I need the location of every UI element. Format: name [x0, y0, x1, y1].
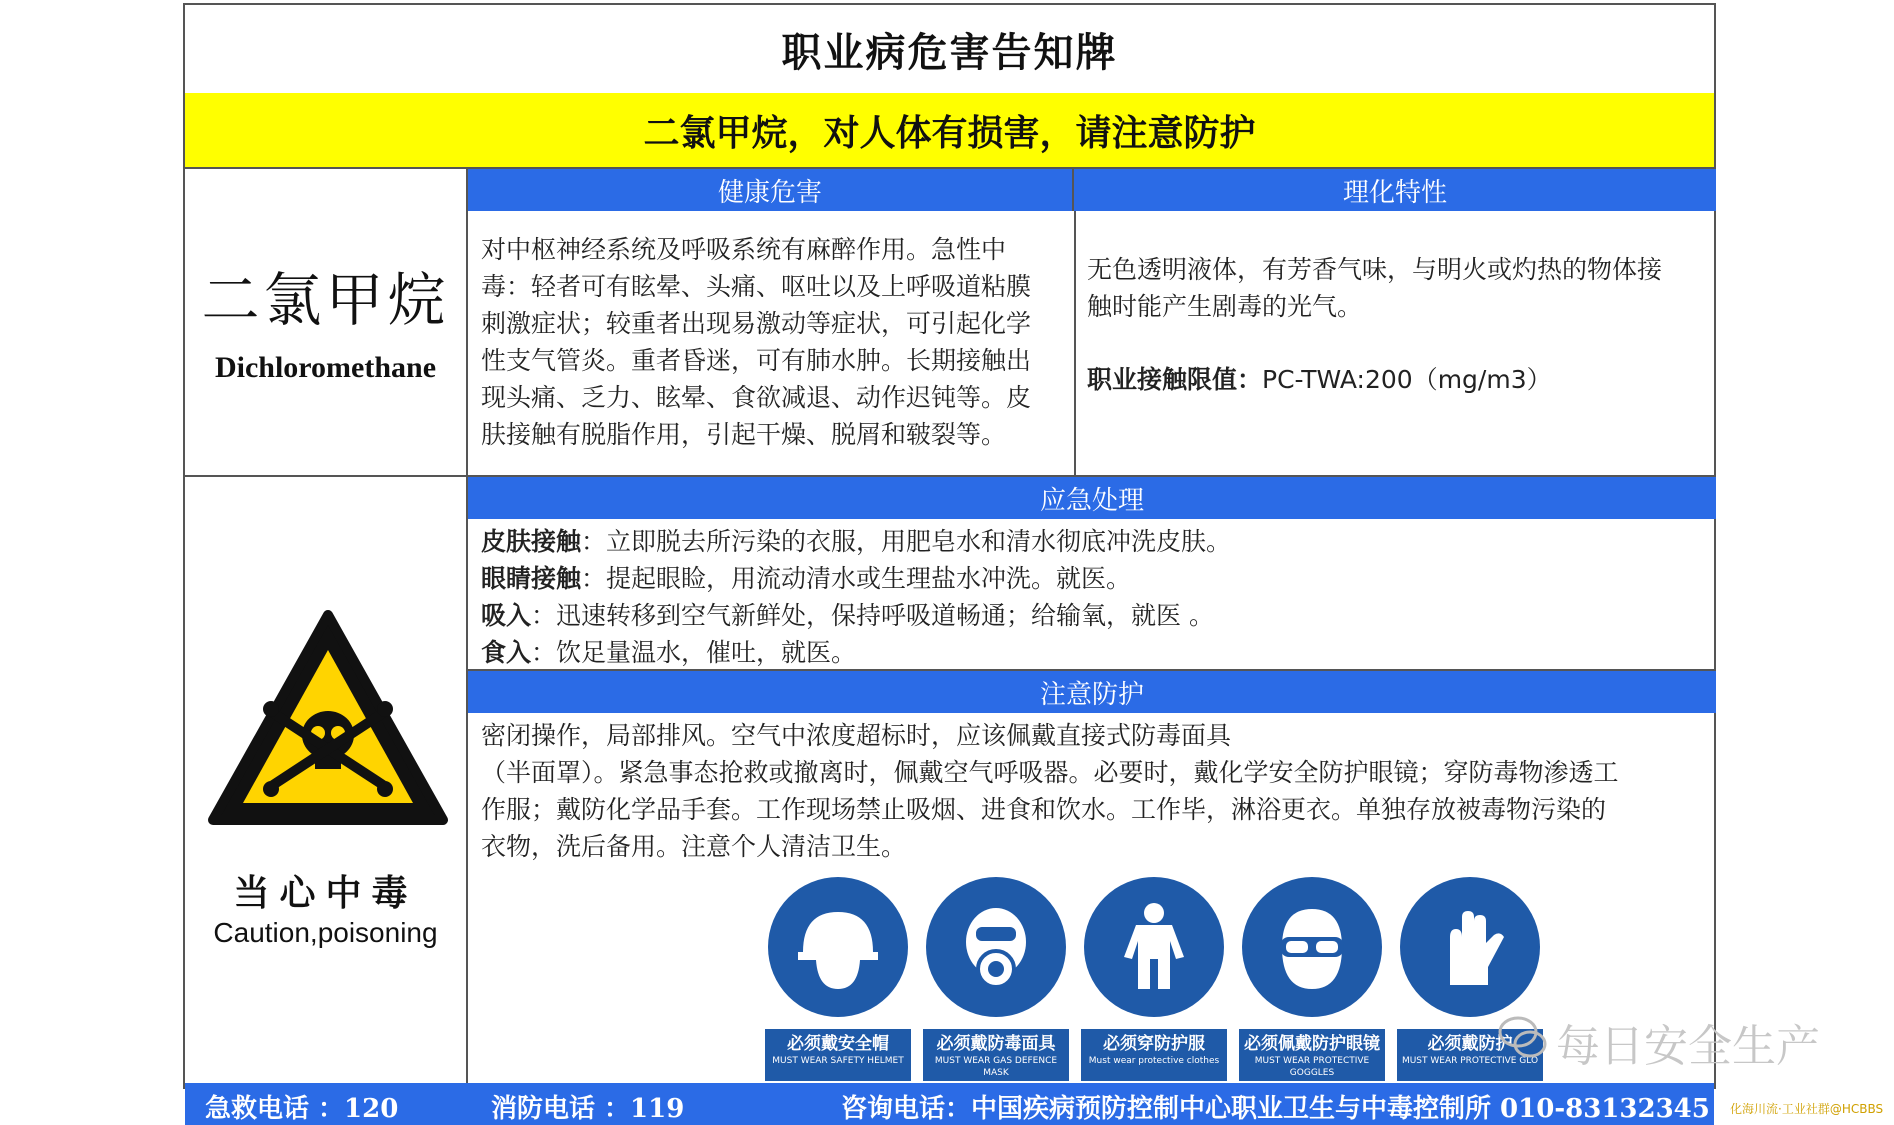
gas-mask-icon [946, 897, 1046, 997]
warning-sign-cell [185, 477, 468, 1083]
consult-phone: 咨询电话：中国疾病预防控制中心职业卫生与中毒控制所 010-83132345 [841, 1094, 1710, 1124]
sign-label-cn: 当心中毒 [233, 873, 418, 914]
board-title: 职业病危害告知牌 [185, 5, 1714, 95]
chemical-name-en: Dichloromethane [214, 351, 437, 384]
contact-footer [185, 1083, 1714, 1125]
wechat-icon [1496, 1012, 1550, 1062]
ppe-gas-mask: 必须戴防毒面具 MUST WEAR GAS DEFENCE MASK [923, 877, 1069, 1081]
emergency-item: 吸入：迅速转移到空气新鲜处，保持呼吸道畅通；给输氧，就医 。 [481, 601, 1214, 630]
poison-warning-icon [203, 605, 453, 835]
protection-header: 注意防护 [468, 671, 1716, 713]
chemical-name-cell [185, 169, 468, 477]
health-hazard-header: 健康危害 [468, 169, 1074, 211]
ppe-helmet: 必须戴安全帽 MUST WEAR SAFETY HELMET [765, 877, 911, 1081]
emergency-item: 眼睛接触：提起眼睑，用流动清水或生理盐水冲洗。就医。 [481, 564, 1132, 593]
emergency-text [481, 523, 1701, 671]
first-aid-phone: 急救电话 ：120 [205, 1094, 399, 1124]
goggles-icon [1262, 897, 1362, 997]
chemical-name-cn: 二氯甲烷 [201, 266, 450, 334]
watermark-text: 每日安全生产 [1556, 1021, 1820, 1072]
ppe-gloves: 必须戴防护 MUST WEAR PROTECTIVE GLO [1397, 877, 1543, 1081]
health-hazard-text: 对中枢神经系统及呼吸系统有麻醉作用。急性中 毒：轻者可有眩晕、头痛、呕吐以及上呼吸道粘膜 刺激症状；较重者出现易激动等症状，可引起化学 性支气管炎。重者昏迷，可有肺水肿。长期接触出 现头痛、乏力、眩晕、食欲减退、动作迟钝等。皮 肤接触有脱脂作用，引起干燥、脱屑和皲裂等。 [481, 235, 1032, 449]
emergency-item: 食入：饮足量温水，催吐，就医。 [481, 638, 857, 667]
gloves-icon [1420, 897, 1520, 997]
column-divider [1074, 211, 1076, 477]
protection-text: 密闭操作，局部排风。空气中浓度超标时，应该佩戴直接式防毒面具 （半面罩）。紧急事态抢救或撤离时，佩戴空气呼吸器。必要时，戴化学安全防护眼镜；穿防毒物渗透工 作服；戴防化学品手套。工作现场禁止吸烟、进食和饮水。工作毕，淋浴更衣。单独存放被毒物污染的 衣物，洗后备用。注意个人清洁卫生。 [481, 721, 1619, 861]
helmet-icon [788, 897, 888, 997]
ppe-protective-suit: 必须穿防护服 Must wear protective clothes [1081, 877, 1227, 1081]
physchem-text: 无色透明液体，有芳香气味，与明火或灼热的物体接 触时能产生剧毒的光气。 职业接触限值：PC-TWA:200（mg/m3） [1087, 255, 1663, 394]
warning-banner: 二氯甲烷，对人体有损害，请注意防护 [185, 93, 1714, 169]
fire-phone: 消防电话 ：119 [491, 1094, 685, 1124]
physchem-header: 理化特性 [1074, 169, 1716, 211]
protective-suit-icon [1104, 897, 1204, 997]
exposure-limit-value: PC-TWA:200（mg/m3） [1262, 365, 1552, 394]
hazard-notice-board [183, 3, 1716, 1124]
sign-label-en: Caution,poisoning [213, 917, 438, 948]
emergency-header: 应急处理 [468, 477, 1716, 519]
emergency-item: 皮肤接触：立即脱去所污染的衣服，用肥皂水和清水彻底冲洗皮肤。 [481, 527, 1232, 556]
exposure-limit-label: 职业接触限值： [1087, 365, 1263, 394]
ppe-goggles: 必须佩戴防护眼镜 MUST WEAR PROTECTIVE GOGGLES [1239, 877, 1385, 1081]
watermark-small: 化海川流·工业社群@HCBBS [1730, 1102, 1884, 1116]
